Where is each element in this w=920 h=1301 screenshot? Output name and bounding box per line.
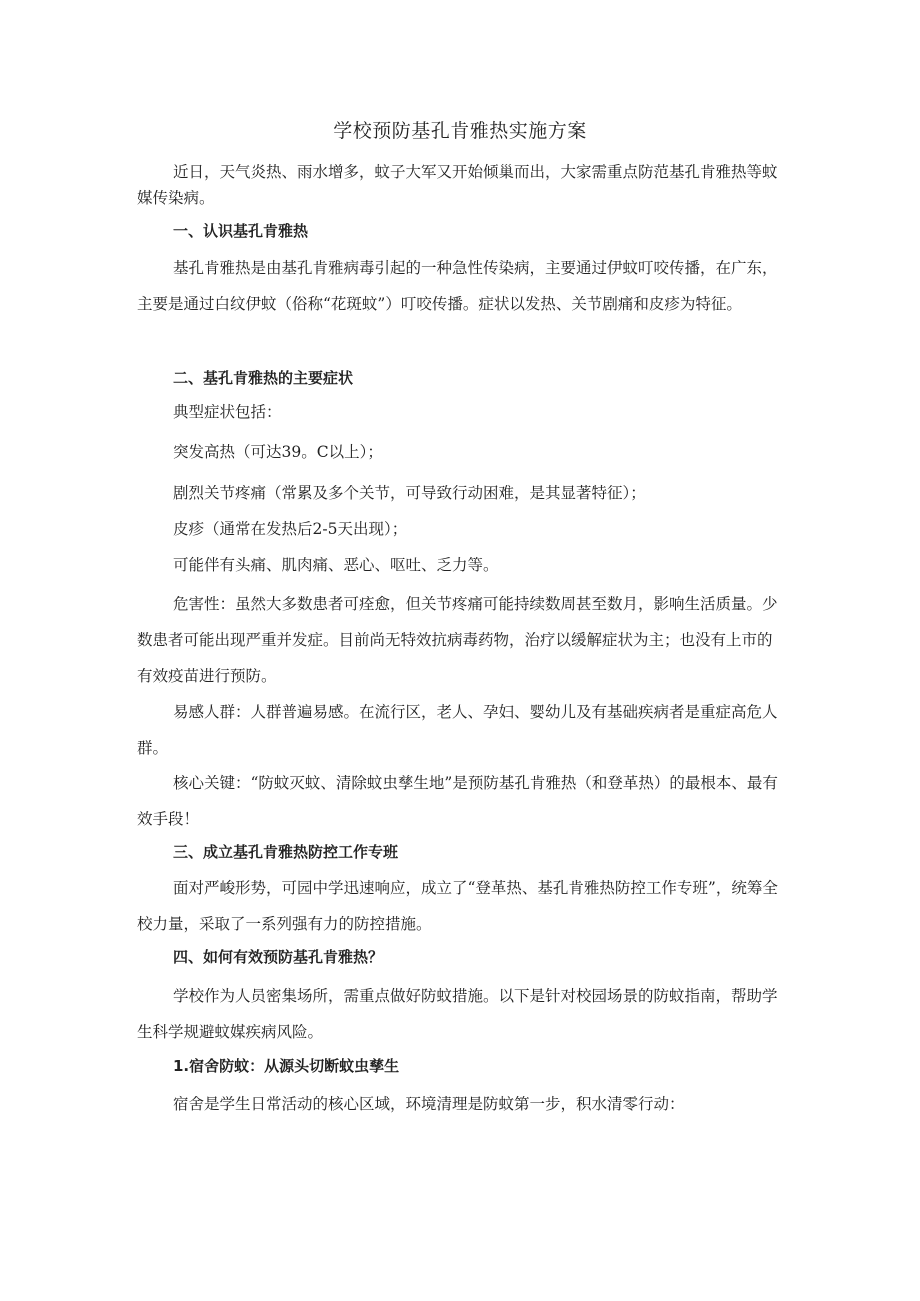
symptom-fever: 突发高热（可达39。C以上）；	[173, 443, 383, 461]
subsection-1-heading: 1.宿舍防蚊：从源头切断蚊虫孳生	[173, 1057, 400, 1075]
section-1-body: 基孔肯雅热是由基孔肯雅病毒引起的一种急性传染病，主要通过伊蚊叮咬传播，在广东，主要是通过白纹伊蚊（俗称“花斑蚊”）叮咬传播。症状以发热、关节剧痛和皮疹为特征。	[137, 259, 778, 313]
key-paragraph: 核心关键：“防蚊灭蚊、清除蚊虫孳生地”是预防基孔肯雅热（和登革热）的最根本、最有效手段！	[137, 774, 778, 828]
harm-paragraph: 危害性：虽然大多数患者可痊愈，但关节疼痛可能持续数周甚至数月，影响生活质量。少数患者可能出现严重并发症。目前尚无特效抗病毒药物，治疗以缓解症状为主；也没有上市的有效疫苗进行预防。	[137, 595, 778, 685]
subsection-1-body: 宿舍是学生日常活动的核心区域，环境清理是防蚊第一步，积水清零行动：	[173, 1095, 685, 1113]
symptoms-intro: 典型症状包括：	[173, 403, 282, 421]
section-2-heading: 二、基孔肯雅热的主要症状	[173, 369, 354, 387]
intro-paragraph: 近日，天气炎热、雨水增多，蚊子大军又开始倾巢而出，大家需重点防范基孔肯雅热等蚊媒传染病。	[137, 163, 778, 207]
symptom-joint-pain: 剧烈关节疼痛（常累及多个关节，可导致行动困难，是其显著特征）；	[173, 484, 646, 502]
symptom-rash: 皮疹（通常在发热后2-5天出现）；	[173, 520, 408, 538]
symptom-other: 可能伴有头痛、肌肉痛、恶心、呕吐、乏力等。	[173, 556, 499, 574]
section-4-body: 学校作为人员密集场所，需重点做好防蚊措施。以下是针对校园场景的防蚊指南，帮助学生科学规避蚊媒疾病风险。	[137, 987, 778, 1041]
document-title: 学校预防基孔肯雅热实施方案	[333, 120, 587, 142]
section-1-heading: 一、认识基孔肯雅热	[173, 222, 309, 240]
susceptible-paragraph: 易感人群：人群普遍易感。在流行区，老人、孕妇、婴幼儿及有基础疾病者是重症高危人群。	[137, 703, 778, 757]
section-3-body: 面对严峻形势，可园中学迅速响应，成立了“登革热、基孔肯雅热防控工作专班”，统筹全校力量，采取了一系列强有力的防控措施。	[137, 879, 778, 933]
section-3-heading: 三、成立基孔肯雅热防控工作专班	[173, 843, 399, 861]
section-4-heading: 四、如何有效预防基孔肯雅热？	[173, 948, 384, 966]
